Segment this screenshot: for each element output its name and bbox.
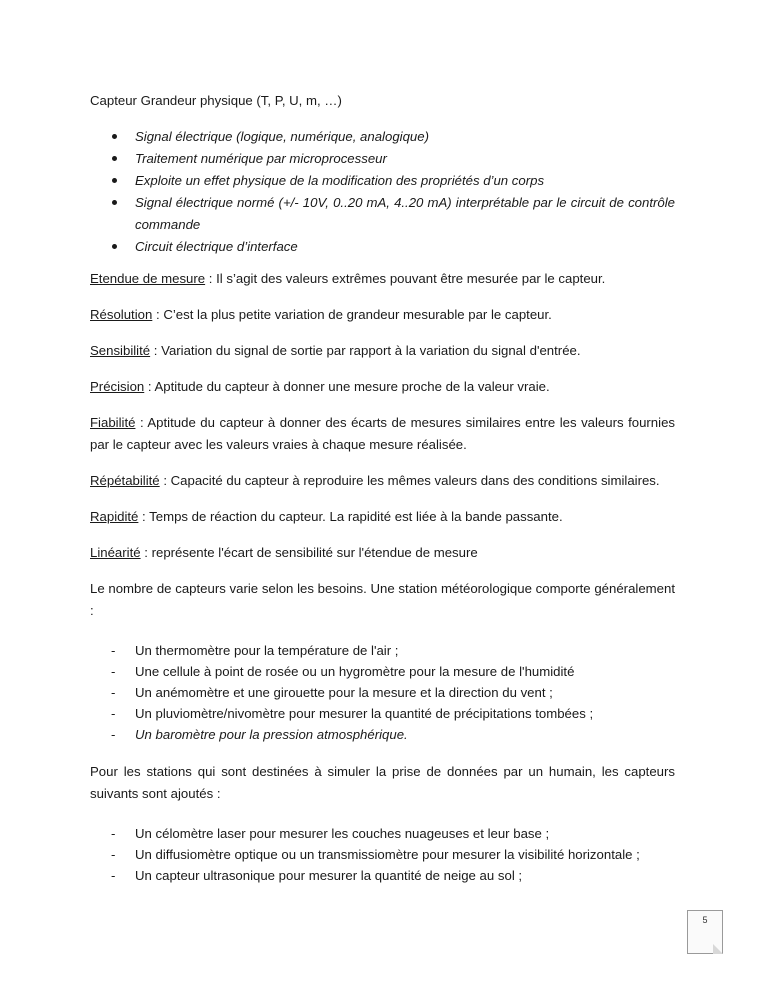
list-item: - Un thermomètre pour la température de l'air ;: [111, 643, 399, 658]
definition-term: Etendue de mesure: [90, 271, 206, 286]
definition-text: représente l'écart de sensibilité sur l'étendue de mesure: [151, 545, 478, 560]
list-item: Exploite un effet physique de la modification des propriétés d’un corps: [90, 170, 675, 192]
definition-etendue: Etendue de mesure : Il s’agit des valeurs extrêmes pouvant être mesurée par le capteur.: [90, 271, 606, 286]
definition-term: Rapidité: [90, 509, 139, 524]
list-item: Traitement numérique par microprocesseur: [90, 148, 675, 170]
definition-linearite: Linéarité : représente l'écart de sensibilité sur l'étendue de mesure: [90, 545, 478, 560]
human-sensor-list: [90, 823, 675, 886]
page-number-badge: [687, 910, 723, 954]
definition-text: Variation du signal de sortie par rapport à la variation du signal d'entrée.: [161, 343, 581, 358]
definition-text: Aptitude du capteur à donner une mesure proche de la valeur vraie.: [154, 379, 550, 394]
list-item: Signal électrique normé (+/- 10V, 0..20 mA, 4..20 mA) interprétable par le circuit de contrôle commande: [90, 192, 675, 236]
list-item: - Un capteur ultrasonique pour mesurer la quantité de neige au sol ;: [111, 868, 523, 883]
definition-repetabilite: Répétabilité : Capacité du capteur à reproduire les mêmes valeurs dans des conditions similaires.: [90, 473, 660, 488]
bullet-icon: [112, 244, 117, 249]
definition-term: Répétabilité: [90, 473, 160, 488]
definition-text: Temps de réaction du capteur. La rapidité est liée à la bande passante.: [149, 509, 563, 524]
definition-sensibilite: Sensibilité : Variation du signal de sortie par rapport à la variation du signal d'entrée.: [90, 343, 581, 358]
definition-text: Capacité du capteur à reproduire les mêmes valeurs dans des conditions similaires.: [170, 473, 660, 488]
station-intro: Le nombre de capteurs varie selon les besoins. Une station météorologique comporte généralement :: [90, 581, 675, 618]
bullet-icon: [112, 178, 117, 183]
definition-term: Linéarité: [90, 545, 141, 560]
definition-precision: Précision : Aptitude du capteur à donner une mesure proche de la valeur vraie.: [90, 379, 550, 394]
list-item: Signal électrique (logique, numérique, analogique): [90, 126, 675, 148]
list-item: - Un pluviomètre/nivomètre pour mesurer la quantité de précipitations tombées ;: [111, 706, 594, 721]
definition-fiabilite: Fiabilité : Aptitude du capteur à donner des écarts de mesures similaires entre les valeurs fournies par le capteur avec les valeurs vraies à chaque mesure réalisée.: [90, 415, 676, 452]
bullet-icon: [112, 156, 117, 161]
bullet-icon: [112, 200, 117, 205]
list-item: - Un diffusiomètre optique ou un transmissiomètre pour mesurer la visibilité horizontale ;: [111, 847, 640, 862]
station-sensor-list: [90, 640, 675, 745]
human-station-intro: Pour les stations qui sont destinées à simuler la prise de données par un humain, les capteurs suivants sont ajoutés :: [90, 764, 675, 801]
page-fold-icon: [713, 944, 723, 954]
bullet-icon: [112, 134, 117, 139]
list-item: Circuit électrique d’interface: [90, 236, 675, 258]
list-item: - Une cellule à point de rosée ou un hygromètre pour la mesure de l'humidité: [111, 664, 575, 679]
definition-term: Sensibilité: [90, 343, 151, 358]
bullet-list: [90, 126, 675, 258]
definition-rapidite: Rapidité : Temps de réaction du capteur. La rapidité est liée à la bande passante.: [90, 509, 563, 524]
list-item: - Un baromètre pour la pression atmosphérique.: [111, 727, 408, 742]
document-page: [90, 90, 675, 902]
list-item: - Un anémomètre et une girouette pour la mesure et la direction du vent ;: [111, 685, 553, 700]
definition-resolution: Résolution : C’est la plus petite variation de grandeur mesurable par le capteur.: [90, 307, 552, 322]
intro-line: Capteur Grandeur physique (T, P, U, m, …): [90, 93, 342, 108]
definition-text: C’est la plus petite variation de grandeur mesurable par le capteur.: [163, 307, 552, 322]
definition-term: Résolution: [90, 307, 153, 322]
definition-text: Il s’agit des valeurs extrêmes pouvant être mesurée par le capteur.: [216, 271, 606, 286]
definition-text: Aptitude du capteur à donner des écarts de mesures similaires entre les valeurs fournies par le capteur avec les valeurs vraies à chaque mesure réalisée.: [90, 415, 676, 452]
page-number: 5: [702, 915, 708, 925]
list-item: - Un célomètre laser pour mesurer les couches nuageuses et leur base ;: [111, 826, 550, 841]
definition-term: Précision: [90, 379, 145, 394]
definition-term: Fiabilité: [90, 415, 136, 430]
